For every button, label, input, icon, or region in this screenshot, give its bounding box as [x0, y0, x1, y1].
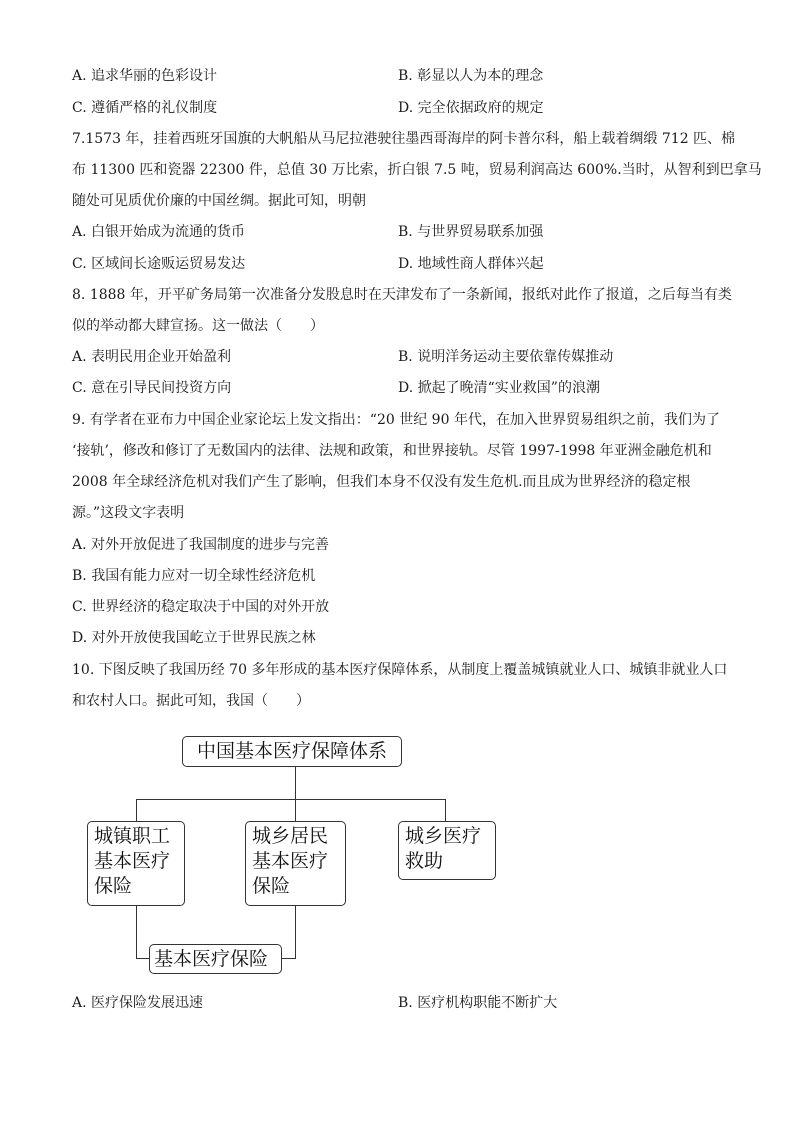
q10-stem-line-1: 10. 下图反映了我国历经 70 多年形成的基本医疗保障体系，从制度上覆盖城镇就业人口、城镇非就业人口	[72, 662, 728, 678]
q7-option-a: A. 白银开始成为流通的货币	[72, 224, 246, 240]
q9-option-b: B. 我国有能力应对一切全球性经济危机	[72, 568, 316, 584]
q6-option-c: C. 遵循严格的礼仪制度	[72, 100, 218, 116]
branch-3-line-1: 城乡医疗	[405, 825, 482, 847]
q9-stem-line-2: ‘接轨’，修改和修订了无数国内的法律、法规和政策，和世界接轨。尽管 1997-1998 年亚洲金融危机和	[72, 443, 712, 459]
branch-3-line-2: 救助	[405, 850, 444, 872]
group-connector-left	[136, 906, 137, 959]
q6-option-d: D. 完全依据政府的规定	[398, 100, 544, 116]
q9-stem-line-3: 2008 年全球经济危机对我们产生了影响，但我们本身不仅没有发生危机.而且成为世界经济的稳定根	[72, 474, 691, 490]
q9-option-c: C. 世界经济的稳定取决于中国的对外开放	[72, 599, 330, 615]
q7-stem-line-3: 随处可见质优价廉的中国丝绸。据此可知，明朝	[72, 193, 366, 209]
q8-option-a: A. 表明民用企业开始盈利	[72, 349, 232, 365]
q7-stem-line-2: 布 11300 匹和瓷器 22300 件，总值 30 万比索，折白银 7.5 吨，贸易利润高达 600%.当时，从智利到巴拿马	[72, 162, 762, 178]
q8-option-c: C. 意在引导民间投资方向	[72, 380, 232, 396]
q10-option-a: A. 医疗保险发展迅速	[72, 995, 204, 1011]
q9-option-d: D. 对外开放使我国屹立于世界民族之林	[72, 630, 316, 646]
q7-stem-line-1: 7.1573 年，挂着西班牙国旗的大帆船从马尼拉港驶往墨西哥海岸的阿卡普尔科，船上载着绸缎 712 匹、棉	[72, 131, 736, 147]
branch-box-resident-insurance	[245, 821, 346, 906]
q8-option-d: D. 掀起了晚清“实业救国”的浪潮	[398, 380, 600, 396]
branch-box-medical-aid	[398, 821, 496, 880]
q8-stem-line-1: 8. 1888 年，开平矿务局第一次准备分发股息时在天津发布了一条新闻，报纸对此作了报道，之后每当有类	[72, 287, 732, 303]
q6-option-b: B. 彰显以人为本的理念	[398, 68, 544, 84]
q9-option-a: A. 对外开放促进了我国制度的进步与完善	[72, 537, 330, 553]
q9-stem-line-4: 源。”这段文字表明	[72, 505, 185, 521]
q9-stem-line-1: 9. 有学者在亚布力中国企业家论坛上发文指出：“20 世纪 90 年代，在加入世界贸易组织之前，我们为了	[72, 412, 720, 428]
branch-1-line-1: 城镇职工	[94, 825, 171, 847]
branch-1-connector	[136, 799, 137, 821]
q10-option-b: B. 医疗机构职能不断扩大	[398, 995, 558, 1011]
group-connector-right	[295, 906, 296, 959]
q8-option-b: B. 说明洋务运动主要依靠传媒推动	[398, 349, 614, 365]
q6-option-a: A. 追求华丽的色彩设计	[72, 68, 218, 84]
branch-connector	[136, 799, 446, 800]
branch-2-connector	[295, 799, 296, 821]
branch-2-line-2: 基本医疗	[252, 850, 329, 872]
group-connector-right-foot	[282, 958, 296, 959]
branch-3-connector	[445, 799, 446, 821]
q8-stem-line-2: 似的举动都大肆宣扬。这一做法（ ）	[72, 318, 324, 334]
branch-2-line-3: 保险	[252, 875, 291, 897]
branch-1-line-2: 基本医疗	[94, 850, 171, 872]
root-connector	[295, 767, 296, 799]
q10-stem-line-2: 和农村人口。据此可知，我国（ ）	[72, 693, 310, 709]
q7-option-c: C. 区域间长途贩运贸易发达	[72, 256, 246, 272]
group-connector-left-foot	[136, 958, 150, 959]
q7-option-d: D. 地域性商人群体兴起	[398, 256, 544, 272]
branch-box-employee-insurance	[87, 821, 185, 906]
branch-1-line-3: 保险	[94, 875, 133, 897]
group-label-box: 基本医疗保险	[149, 944, 282, 974]
branch-2-line-1: 城乡居民	[252, 825, 329, 847]
q7-option-b: B. 与世界贸易联系加强	[398, 224, 544, 240]
diagram-root-box: 中国基本医疗保障体系	[182, 736, 402, 767]
